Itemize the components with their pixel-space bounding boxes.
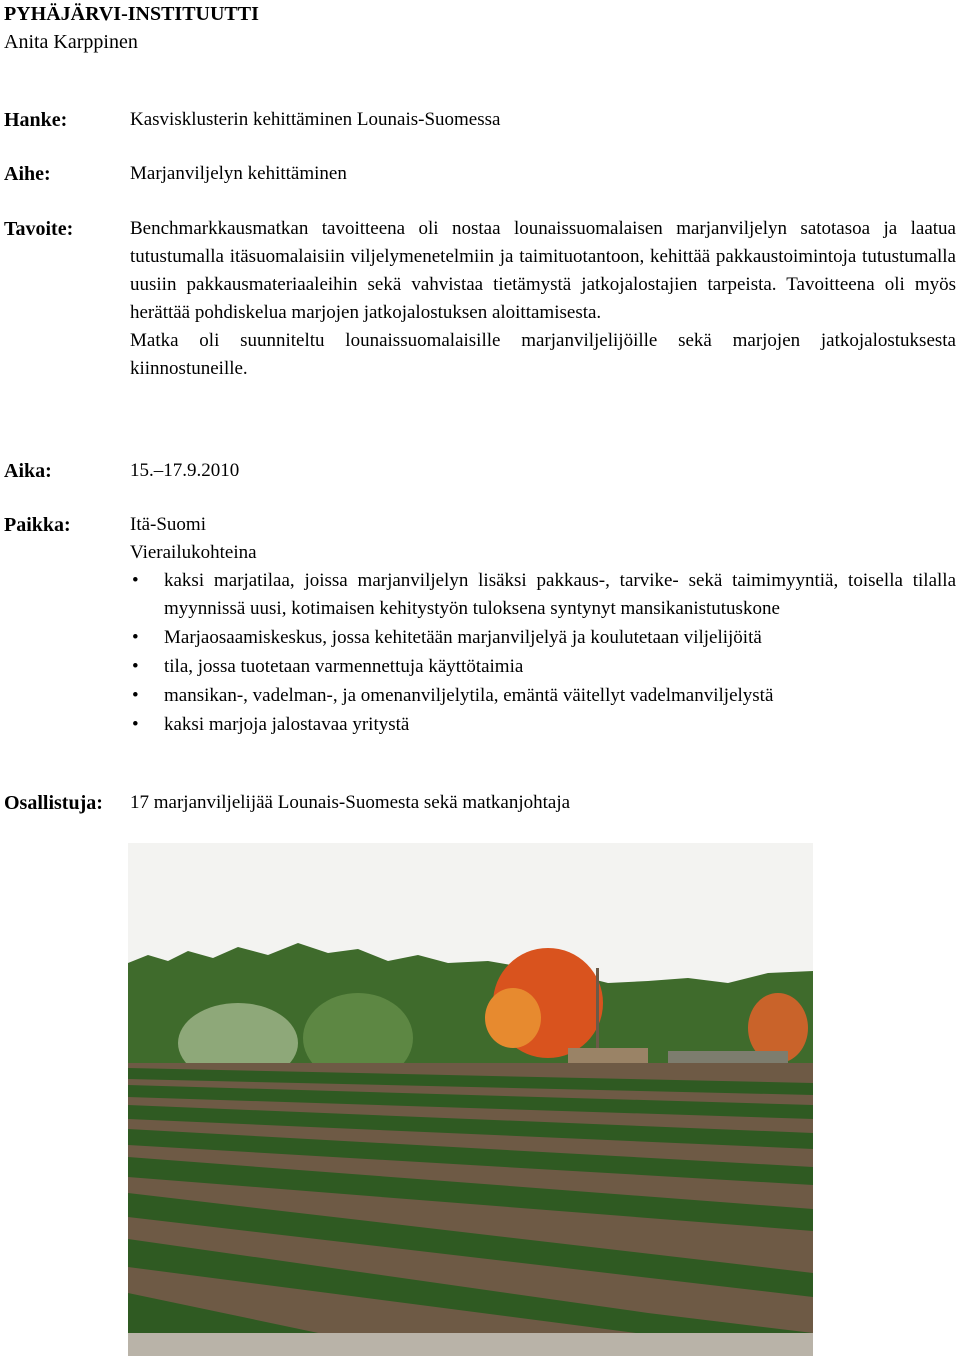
bullet-icon: • <box>132 714 139 735</box>
list-item <box>130 711 956 739</box>
list-item-text: tila, jossa tuotetaan varmennettuja käyttötaimia <box>164 656 524 677</box>
paikka-label: Paikka: <box>4 514 71 536</box>
organization-name: PYHÄJÄRVI-INSTITUUTTI <box>4 3 259 25</box>
list-item <box>130 653 956 681</box>
tavoite-label: Tavoite: <box>4 218 74 240</box>
tavoite-paragraph-2: Matka oli suunniteltu lounaissuomalaisille marjanviljelijöille sekä marjojen jatkojalostuksesta kiinnostuneille. <box>130 330 956 379</box>
autumn-tree-small <box>485 988 541 1048</box>
strawberry-field-illustration <box>128 843 813 1356</box>
aihe-label: Aihe: <box>4 163 51 185</box>
paikka-content <box>130 511 956 740</box>
document-header <box>4 0 259 56</box>
list-item <box>130 682 956 710</box>
author-name: Anita Karppinen <box>4 31 138 53</box>
list-item-text: Marjaosaamiskeskus, jossa kehitetään marjanviljelyä ja koulutetaan viljelijöitä <box>164 627 762 648</box>
tavoite-text <box>130 215 956 383</box>
bullet-icon: • <box>132 627 139 648</box>
gravel-road <box>128 1333 813 1356</box>
osallistuja-label: Osallistuja: <box>4 792 103 814</box>
aihe-value: Marjanviljelyn kehittäminen <box>130 163 347 184</box>
list-item-text: kaksi marjoja jalostavaa yritystä <box>164 714 410 735</box>
strawberry-field-photo <box>128 843 813 1356</box>
bullet-icon: • <box>132 656 139 677</box>
list-item-text: mansikan-, vadelman-, ja omenanviljelytila, emäntä väitellyt vadelmanviljelystä <box>164 685 774 706</box>
list-item-text: kaksi marjatilaa, joissa marjanviljelyn lisäksi pakkaus-, tarvike- sekä taimimyyntiä, toisella tilalla myynnissä uusi, kotimaisen kehitystyön tuloksena syntynyt mansikanistutuskone <box>164 570 956 619</box>
visit-list <box>130 567 956 739</box>
hanke-label: Hanke: <box>4 109 68 131</box>
bullet-icon: • <box>132 685 139 706</box>
aika-label: Aika: <box>4 460 52 482</box>
paikka-intro: Vierailukohteina <box>130 542 257 563</box>
aika-value: 15.–17.9.2010 <box>130 460 240 481</box>
bullet-icon: • <box>132 570 139 591</box>
list-item <box>130 567 956 623</box>
paikka-region: Itä-Suomi <box>130 514 206 535</box>
list-item <box>130 624 956 652</box>
osallistuja-value: 17 marjanviljelijää Lounais-Suomesta sekä matkanjohtaja <box>130 792 571 813</box>
tavoite-paragraph-1: Benchmarkkausmatkan tavoitteena oli nostaa lounaissuomalaisen marjanviljelyn satotasoa ja laatua tutustumalla itäsuomalaisiin viljelymenetelmiin ja taimituotantoon, kehittää pakkaustoimintoja tutustumalla uusiin pakkausmateriaaleihin sekä vahvistaa tietämystä jatkojalostajien tarpeista. Tavoitteena oli myös herättää pohdiskelua marjojen jatkojalostuksen aloittamisesta. <box>130 218 956 323</box>
hanke-value: Kasvisklusterin kehittäminen Lounais-Suomessa <box>130 109 501 130</box>
